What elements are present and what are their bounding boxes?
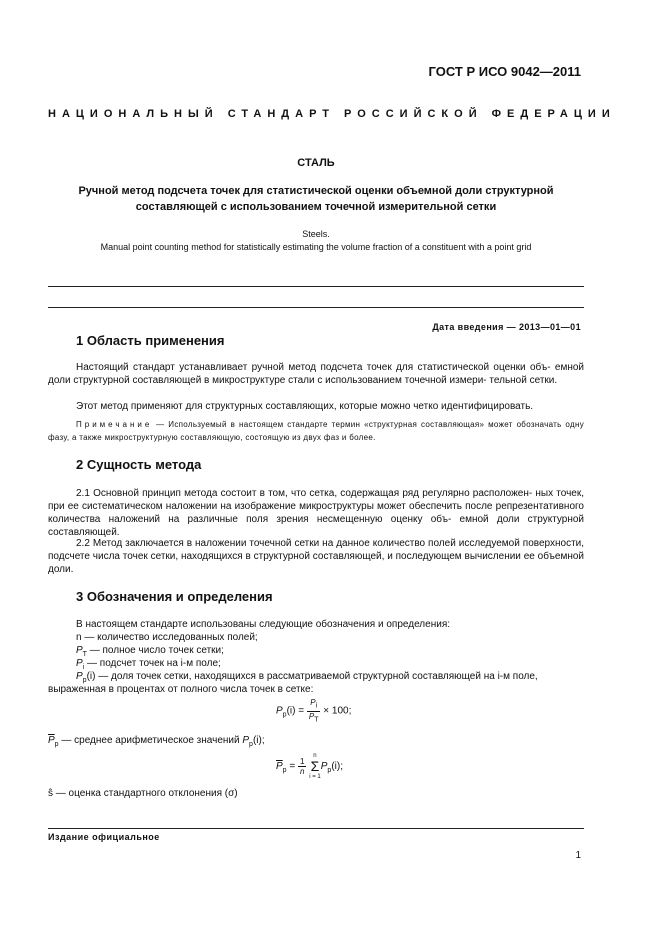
- definition-Pi-text: — подсчет точек на i-м поле;: [84, 658, 221, 669]
- s2-p2-line2: поверхности, подсчете числа точек сетки, находящихся в структурной составляющей, и последующем: [48, 538, 585, 562]
- definition-Pbar: [48, 734, 265, 751]
- section-2-paragraph-1: [48, 487, 584, 539]
- subtitle-line-1: Ручной метод подсчета точек для статистической оценки объемной доли структурной: [78, 185, 554, 197]
- s2-p1-line3: после репрезентативного количества наложений на различные поля зрения несмещенную оценку объ-: [48, 501, 584, 525]
- definition-Pbar-text: — среднее арифметическое значений: [58, 735, 243, 746]
- english-title: Steels.: [302, 229, 330, 239]
- definition-Ppi-continuation: выраженная в процентах от полного числа точек в сетке:: [48, 684, 314, 695]
- s2-p2-line3: вычислении ее объемной доли.: [48, 551, 584, 575]
- document-title: СТАЛЬ: [297, 157, 335, 169]
- s1-p1-line1: Настоящий стандарт устанавливает ручной метод подсчета точек для статистической оценки объ-: [76, 362, 551, 373]
- section-3-heading: 3 Обозначения и определения: [76, 589, 273, 604]
- section-1-note: [48, 418, 584, 444]
- symbol-P: P: [308, 711, 315, 721]
- section-1-heading: 1 Область применения: [76, 333, 225, 348]
- symbol-n: n: [299, 767, 305, 776]
- english-subtitle: Manual point counting method for statistically estimating the volume fraction of a constituent with a point grid: [100, 242, 532, 252]
- subscript-T: T: [82, 651, 87, 658]
- subscript-p: p: [82, 677, 87, 684]
- document-code: ГОСТ Р ИСО 9042—2011: [428, 64, 581, 79]
- symbol-P-bar: $\overline{P}$: [276, 761, 283, 773]
- fraction-numerator: [307, 698, 321, 712]
- argument-i: (i);: [331, 761, 343, 773]
- formula-fraction: [276, 698, 351, 724]
- subtitle-line-2: составляющей с использованием точечной измерительной сетки: [135, 201, 497, 213]
- definition-PT-text: — полное число точек сетки;: [86, 645, 224, 656]
- argument-i: (i);: [252, 735, 265, 746]
- symbol-P: P: [320, 761, 328, 773]
- definition-n: n — количество исследованных полей;: [76, 632, 258, 643]
- definition-s: ŝ — оценка стандартного отклонения (σ): [48, 788, 238, 799]
- s2-p1-line1: 2.1 Основной принцип метода состоит в том, что сетка, содержащая ряд регулярно расположен-: [76, 488, 533, 499]
- definition-Ppi-text: — доля точек сетки, находящихся в рассматриваемой структурной составляющей на i-м поле,: [95, 671, 538, 682]
- note-label: Примечание: [76, 420, 153, 429]
- subscript-p: p: [282, 711, 287, 719]
- footer-rule: [48, 828, 584, 829]
- document-subtitle: [48, 183, 584, 215]
- s1-p1-line2: емной доли структурной составляющей в микроструктуре стали с использованием точечной измери-: [48, 362, 584, 386]
- formula-arg: (i) =: [286, 705, 307, 717]
- fraction-denominator: [298, 767, 306, 776]
- fraction: [307, 698, 321, 724]
- argument-i: (i): [86, 671, 96, 682]
- title-rule: [48, 286, 584, 287]
- symbol-P: P: [276, 705, 283, 717]
- subscript-p: p: [249, 741, 253, 748]
- section-1-paragraph-1: [48, 361, 584, 387]
- introduction-date: Дата введения — 2013—01—01: [432, 322, 581, 332]
- symbol-P: P: [76, 671, 83, 682]
- definitions-intro: В настоящем стандарте использованы следующие обозначения и определения:: [76, 619, 451, 630]
- s2-p2-line1: 2.2 Метод заключается в наложении точечной сетки на данное количество полей исследуемой: [76, 538, 520, 549]
- subscript-T: T: [314, 716, 319, 724]
- sigma-symbol: Σ: [310, 758, 320, 774]
- fraction-numerator: 1: [299, 757, 305, 766]
- subscript-p: p: [282, 767, 287, 775]
- official-edition-label: Издание официальное: [48, 832, 160, 842]
- subscript-p: p: [54, 741, 59, 748]
- fraction: [298, 757, 306, 776]
- note-text-1: — Используемый в настоящем стандарте термин «структурная составляющая» может: [152, 420, 513, 429]
- fraction-denominator: [307, 712, 321, 725]
- symbol-P: P: [76, 645, 83, 656]
- s1-p1-line3: тельной сетки.: [489, 375, 558, 386]
- date-rule-top: [48, 307, 584, 308]
- section-2-heading: 2 Сущность метода: [76, 457, 202, 472]
- s2-p1-line2: ных точек, при ее систематическом наложении на изображение микроструктуры может обеспечить: [48, 488, 585, 512]
- summation: [309, 752, 321, 781]
- equals: =: [286, 761, 298, 773]
- symbol-P: P: [76, 658, 83, 669]
- subscript-i: i: [82, 664, 85, 671]
- symbol-P: P: [242, 735, 250, 746]
- formula-multiplier: × 100;: [320, 705, 352, 717]
- symbol-P: P: [310, 698, 316, 707]
- s2-p1-line4: емной доли структурной составляющей.: [48, 514, 585, 538]
- subscript-p: p: [327, 767, 332, 775]
- symbol-P-bar: $\overline{P}$: [48, 735, 55, 746]
- note-text-2: обозначать одну фазу, а также микроструктурную составляющую, состоящую из двух фаз и более.: [48, 420, 584, 442]
- national-standard-banner: НАЦИОНАЛЬНЫЙ СТАНДАРТ РОССИЙСКОЙ ФЕДЕРАЦИИ: [48, 108, 616, 120]
- page-number: 1: [575, 850, 581, 861]
- sum-lower-limit: i = 1: [309, 774, 321, 780]
- section-1-paragraph-2: Этот метод применяют для структурных составляющих, которые можно четко идентифицировать.: [76, 401, 534, 412]
- sum-upper-limit: n: [313, 753, 317, 759]
- formula-mean: [276, 752, 343, 781]
- section-2-paragraph-2: [48, 537, 584, 576]
- subscript-i: i: [315, 702, 318, 710]
